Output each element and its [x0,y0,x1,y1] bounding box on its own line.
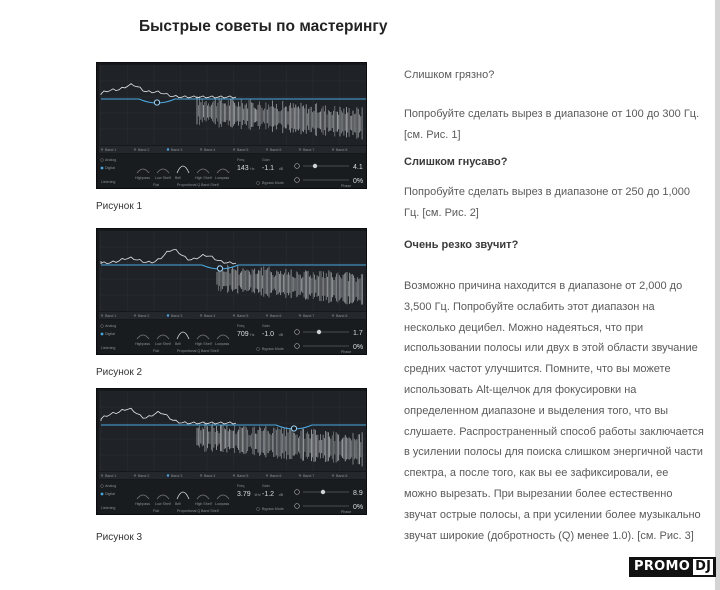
band-indicator [266,148,268,150]
band-label: Band 8 [336,314,348,318]
band-label: Band 4 [204,314,216,318]
gain-label: Gain [262,158,270,162]
freq-value: 143 [237,165,249,172]
eq-node [291,426,296,431]
mode-digital: Digital [105,332,115,336]
mode-digital-radio [101,167,104,170]
band-indicator [200,474,202,476]
band-label: Band 7 [303,148,315,152]
band-indicator [200,314,202,316]
listen-label: Listening [101,346,116,350]
mode-digital: Digital [105,492,115,496]
mode-analog: Analog [105,324,117,328]
mode-digital-radio [101,333,104,336]
eq-node [154,100,159,105]
filter-label: Bell [175,342,181,346]
bypass-label: Bypass Mode [262,181,284,185]
gain-unit: dB [278,333,284,337]
gain-unit: dB [278,493,284,497]
band-indicator [101,314,103,316]
phase-value: 0% [353,504,364,511]
band-indicator [233,314,235,316]
filter-label: Lowpass [215,342,230,346]
tip-2-answer: Попробуйте сделать вырез в диапазоне от 250 до 1,000 Гц. [см. Рис. 2] [404,186,690,219]
band-label: Band 5 [237,148,249,152]
tip-3-question: Очень резко звучит? [404,239,519,251]
band-label: Band 5 [237,474,249,478]
phase-label: Phase [341,510,352,514]
filter-label: Low Shelf [155,502,171,506]
band-label: Band 7 [303,314,315,318]
band-indicator [299,314,301,316]
band-label: Band 2 [138,474,150,478]
band-label: Band 6 [270,474,282,478]
eq-screenshot-1 [96,62,367,189]
phase-value: 0% [353,344,364,351]
eq-screenshot-3 [96,388,367,515]
eq-screenshot-2 [96,228,367,355]
freq-label: Freq [237,324,245,328]
band-label: Band 5 [237,314,249,318]
q-slider-thumb [317,330,321,334]
band-label: Band 3 [171,314,183,318]
q-value: 1.7 [353,330,363,337]
filter-option: Flat [153,349,159,353]
filter-label: High Shelf [195,502,212,506]
bypass-label: Bypass Mode [262,507,284,511]
q-slider-thumb [313,164,317,168]
band-indicator [200,148,202,150]
band-indicator [233,148,235,150]
page-title: Быстрые советы по мастерингу [139,18,388,35]
filter-option: Band Shelf [201,509,219,513]
freq-value: 709 [237,331,249,338]
band-indicator [167,148,169,150]
gain-value: -1.1 [262,165,275,172]
band-label: Band 4 [204,148,216,152]
band-label: Band 8 [336,148,348,152]
figure-caption-3: Рисунок 3 [96,532,143,543]
eq-plugin-graphic [97,63,367,189]
band-label: Band 2 [138,314,150,318]
eq-plugin-graphic [97,389,367,515]
filter-option: Flat [153,183,159,187]
mode-analog: Analog [105,484,117,488]
listen-label: Listening [101,506,116,510]
filter-option: Band Shelf [201,183,219,187]
q-slider-thumb [321,490,325,494]
band-indicator [266,474,268,476]
phase-label: Phase [341,350,352,354]
filter-option: Proportional Q [177,183,201,187]
freq-unit: Hz [250,167,255,171]
band-label: Band 2 [138,148,150,152]
freq-label: Freq [237,484,245,488]
band-label: Band 3 [171,474,183,478]
gain-value: -1.0 [262,331,275,338]
filter-option: Proportional Q [177,349,201,353]
logo-text-promo: PROMO [634,559,691,574]
freq-unit: kHz [254,493,261,497]
band-label: Band 6 [270,148,282,152]
logo-text-dj: DJ [695,559,712,574]
band-indicator [266,314,268,316]
band-indicator [299,474,301,476]
filter-label: Low Shelf [155,342,171,346]
figure-caption-1: Рисунок 1 [96,201,143,212]
mode-digital-radio [101,493,104,496]
filter-option: Flat [153,509,159,513]
filter-option: Proportional Q [177,509,201,513]
filter-label: Highpass [135,176,150,180]
filter-label: High Shelf [195,176,212,180]
freq-value: 3.79 [237,491,251,498]
tip-3-answer: Возможно причина находится в диапазоне от 2,000 до 3,500 Гц. Попробуйте ослабить этот диапазон на несколько децибел. Можно надеяться, что при использовании полосы или двух в этой области звучание средних частот улучшится. Помните, что вы можете использовать Alt-щелчок для фокусировки на определенном диапазоне и выделения того, что вы слушаете. Распространенный способ работы заключается в усилении полосы для поиска слишком энергичной части спектра, а после того, как вы ее зафиксировали, ее можно вырезать. При вырезании более естественно звучат острые полосы, а при усилении более музыкально звучат широкие (добротность (Q) менее 1.0). [см. Рис. 3] [404,280,704,542]
band-indicator [332,474,334,476]
band-indicator [332,314,334,316]
listen-label: Listening [101,180,116,184]
filter-label: Highpass [135,502,150,506]
filter-label: Highpass [135,342,150,346]
band-label: Band 6 [270,314,282,318]
gain-value: -1.2 [262,491,275,498]
eq-node [217,266,222,271]
tip-1-answer: Попробуйте сделать вырез в диапазоне от 100 до 300 Гц. [см. Рис. 1] [404,108,700,141]
band-indicator [134,314,136,316]
band-label: Band 7 [303,474,315,478]
band-indicator [101,474,103,476]
filter-label: Low Shelf [155,176,171,180]
band-label: Band 3 [171,148,183,152]
band-label: Band 1 [105,474,117,478]
phase-label: Phase [341,184,352,188]
band-indicator [101,148,103,150]
filter-option: Band Shelf [201,349,219,353]
eq-plugin-graphic [97,229,367,355]
promodj-logo [629,557,716,577]
filter-label: Bell [175,502,181,506]
band-label: Band 1 [105,314,117,318]
band-label: Band 8 [336,474,348,478]
band-indicator [299,148,301,150]
tip-2-question: Слишком гнусаво? [404,156,508,168]
phase-value: 0% [353,178,364,185]
filter-label: Lowpass [215,502,230,506]
page-edge [715,0,720,590]
filter-label: Lowpass [215,176,230,180]
freq-unit: Hz [250,333,255,337]
gain-unit: dB [278,167,284,171]
mode-analog: Analog [105,158,117,162]
band-indicator [134,474,136,476]
band-label: Band 1 [105,148,117,152]
band-indicator [134,148,136,150]
figure-caption-2: Рисунок 2 [96,367,143,378]
band-indicator [233,474,235,476]
gain-label: Gain [262,484,270,488]
filter-label: High Shelf [195,342,212,346]
tip-1-question: Слишком грязно? [404,69,495,81]
gain-label: Gain [262,324,270,328]
band-label: Band 4 [204,474,216,478]
band-indicator [332,148,334,150]
mode-digital: Digital [105,166,115,170]
bypass-label: Bypass Mode [262,347,284,351]
q-value: 4.1 [353,164,363,171]
band-indicator [167,474,169,476]
freq-label: Freq [237,158,245,162]
band-indicator [167,314,169,316]
filter-label: Bell [175,176,181,180]
q-value: 8.9 [353,490,363,497]
